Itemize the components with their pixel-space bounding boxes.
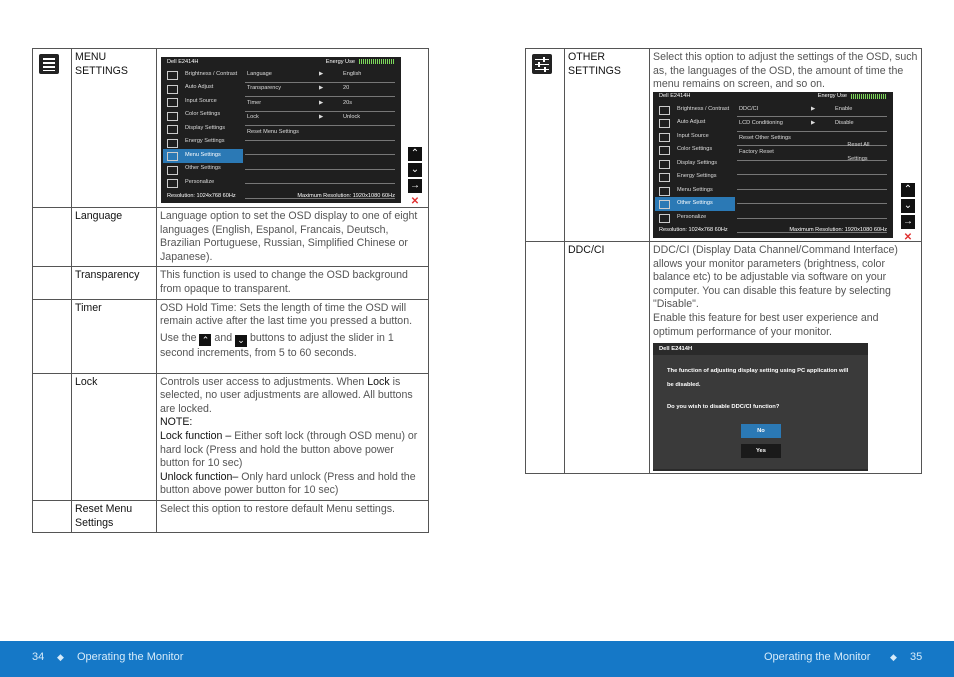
osd-energy-label: Energy Use (325, 58, 355, 65)
osd-max-resolution: Maximum Resolution: 1920x1080 60Hz (789, 227, 887, 234)
down-arrow-icon[interactable]: ⌄ (408, 163, 422, 177)
menu-item-icon (659, 119, 670, 128)
osd-option-row[interactable] (737, 190, 887, 205)
osd-option-row[interactable]: Factory Reset Reset All Settings (737, 146, 887, 161)
osd-model: Dell E2414H (659, 93, 691, 100)
osd-energy-label: Energy Use (817, 93, 847, 100)
osd-menu-item[interactable]: Display Settings (163, 122, 243, 136)
up-button-icon: ⌃ (199, 334, 211, 346)
osd-option-row[interactable]: Reset Other Settings (737, 132, 887, 147)
osd-option-row[interactable] (737, 204, 887, 219)
osd-menu-item[interactable]: Color Settings (163, 109, 243, 123)
osd-option-row[interactable]: Reset Menu Settings (245, 126, 395, 141)
no-button[interactable]: No (741, 424, 781, 438)
timer-desc: OSD Hold Time: Sets the length of time the OSD will remain active after the last time you pressed a button. (160, 301, 413, 328)
row-name: Reset Menu Settings (72, 500, 157, 532)
energy-bars (851, 94, 887, 99)
menu-item-icon (167, 152, 178, 161)
menu-item-icon (659, 214, 670, 223)
osd-menu-list (655, 103, 735, 225)
ddc-desc: DDC/CI (Display Data Channel/Command Interface) allows your monitor parameters (brightness, color balance etc) to be adjustable via software on your computer. You can disable this feature by selecting "Disable". (653, 244, 898, 311)
osd-menu-item[interactable]: Auto Adjust (163, 82, 243, 96)
osd-menu-item[interactable]: Color Settings (655, 143, 735, 157)
menu-settings-label: MENU SETTINGS (72, 49, 157, 208)
enter-arrow-icon[interactable]: → (903, 216, 913, 227)
menu-item-icon (167, 139, 178, 148)
close-icon[interactable]: ✕ (903, 232, 913, 243)
row-name: Transparency (72, 267, 157, 299)
osd-menu-item[interactable]: Input Source (655, 130, 735, 144)
osd-buttons (408, 147, 424, 209)
osd-menu-item[interactable]: Energy Settings (163, 136, 243, 150)
ddc-desc2: Enable this feature for best user experience and optimum performance of your monitor. (653, 311, 879, 338)
osd-menu-item[interactable]: Other Settings (163, 163, 243, 177)
osd-menu-item[interactable]: Display Settings (655, 157, 735, 171)
row-name: Lock (72, 373, 157, 500)
row-name: DDC/CI (565, 242, 650, 474)
down-arrow-icon[interactable]: ⌄ (901, 199, 915, 213)
other-settings-table (525, 48, 922, 474)
row-desc: Select this option to restore default Menu settings. (157, 500, 429, 532)
other-settings-icon-cell (526, 49, 565, 242)
enter-arrow-icon[interactable]: → (410, 180, 420, 191)
osd-option-row[interactable]: Lock ▶ Unlock (245, 112, 395, 127)
menu-item-icon (659, 173, 670, 182)
menu-item-icon (167, 112, 178, 121)
dialog-line2: Do you wish to disable DDC/CI function? (667, 404, 780, 411)
menu-item-icon (167, 71, 178, 80)
menu-item-icon (167, 98, 178, 107)
page-number-left: 34 (32, 651, 45, 663)
osd-option-row[interactable]: LCD Conditioning ▶ Disable (737, 117, 887, 132)
osd-menu-item[interactable]: Energy Settings (655, 170, 735, 184)
footer (0, 641, 954, 677)
osd-menu-item[interactable]: Menu Settings (163, 149, 243, 163)
row-desc: Controls user access to adjustments. When Lock is selected, no user adjustments are allowed. All buttons are locked. NOTE: Lock function – Either soft lock (through OSD menu) or hard lock (Press and hold the button above power button for 10 sec) Unlock function– Only hard unlock (Press and hold the button above power button for 10 sec) (157, 373, 429, 500)
osd-menu-item[interactable]: Brightness / Contrast (163, 68, 243, 82)
row-name: Timer (72, 299, 157, 373)
other-settings-label: OTHER SETTINGS (565, 49, 650, 242)
menu-item-icon (167, 85, 178, 94)
up-arrow-icon[interactable]: ⌃ (408, 147, 422, 161)
menu-settings-osd-cell (157, 49, 429, 208)
osd-model: Dell E2414H (167, 58, 199, 65)
osd-option-row[interactable] (245, 170, 395, 185)
menu-item-icon (659, 160, 670, 169)
yes-button[interactable]: Yes (741, 444, 781, 458)
menu-settings-table (32, 48, 429, 533)
timer-desc2: Use the ⌃ and ⌄ buttons to adjust the slider in 1 second increments, from 5 to 60 seconds. (160, 331, 394, 359)
osd-option-row[interactable] (245, 141, 395, 156)
osd-menu-item[interactable]: Menu Settings (655, 184, 735, 198)
osd-resolution: Resolution: 1024x768 60Hz (167, 192, 236, 199)
menu-settings-icon-cell (33, 49, 72, 208)
dialog-line1: The function of adjusting display setting using PC application will be disabled. (667, 368, 849, 388)
row-name: Language (72, 208, 157, 267)
diamond-icon: ◆ (57, 652, 64, 662)
osd-option-row[interactable]: Transparency ▶ 20 (245, 83, 395, 98)
menu-item-icon (659, 200, 670, 209)
menu-item-icon (659, 187, 670, 196)
osd-menu-item[interactable]: Personalize (655, 211, 735, 225)
menu-item-icon (167, 125, 178, 134)
osd-option-row[interactable]: Language ▶ English (245, 68, 395, 83)
dialog-title: Dell E2414H (659, 346, 693, 353)
other-settings-cell (650, 49, 922, 242)
osd-menu-options (737, 103, 887, 234)
osd-menu-options (245, 68, 395, 199)
menu-settings-icon (39, 54, 59, 74)
osd-menu-item[interactable]: Input Source (163, 95, 243, 109)
row-desc (650, 242, 922, 474)
down-button-icon: ⌄ (235, 335, 247, 347)
energy-bars (359, 59, 395, 64)
osd-menu-item[interactable]: Other Settings (655, 197, 735, 211)
page-number-right: 35 (910, 651, 923, 663)
osd-option-row[interactable] (737, 175, 887, 190)
ddc-dialog (653, 343, 868, 471)
diamond-icon: ◆ (890, 652, 897, 662)
other-settings-desc: Select this option to adjust the settings of the OSD, such as, the languages of the OSD, the amount of time the menu remains on screen, and so on. (653, 51, 918, 91)
row-desc: This function is used to change the OSD background from opaque to transparent. (157, 267, 429, 299)
menu-item-icon (659, 106, 670, 115)
osd-menu-item[interactable]: Personalize (163, 176, 243, 190)
menu-item-icon (659, 146, 670, 155)
menu-item-icon (167, 179, 178, 188)
close-icon[interactable]: ✕ (410, 196, 420, 207)
other-settings-osd (653, 92, 893, 238)
osd-option-row[interactable]: DDC/CI ▶ Enable (737, 103, 887, 118)
menu-item-icon (659, 133, 670, 142)
menu-item-icon (167, 166, 178, 175)
osd-max-resolution: Maximum Resolution: 1920x1080 60Hz (297, 192, 395, 199)
osd-menu-list (163, 68, 243, 190)
footer-title-right: Operating the Monitor (764, 651, 871, 663)
menu-settings-osd (161, 57, 401, 203)
osd-buttons (901, 183, 917, 245)
osd-option-row[interactable]: Timer ▶ 20s (245, 97, 395, 112)
osd-resolution: Resolution: 1024x768 60Hz (659, 227, 728, 234)
sliders-icon (532, 54, 552, 74)
row-desc (157, 299, 429, 373)
row-desc: Language option to set the OSD display to one of eight languages (English, Espanol, Francais, Deutsch, Brazilian Portuguese, Russian, Simplified Chinese or Japanese). (157, 208, 429, 267)
up-arrow-icon[interactable]: ⌃ (901, 183, 915, 197)
osd-menu-item[interactable]: Auto Adjust (655, 116, 735, 130)
osd-option-row[interactable] (245, 155, 395, 170)
footer-title-left: Operating the Monitor (77, 651, 184, 663)
osd-menu-item[interactable]: Brightness / Contrast (655, 103, 735, 117)
